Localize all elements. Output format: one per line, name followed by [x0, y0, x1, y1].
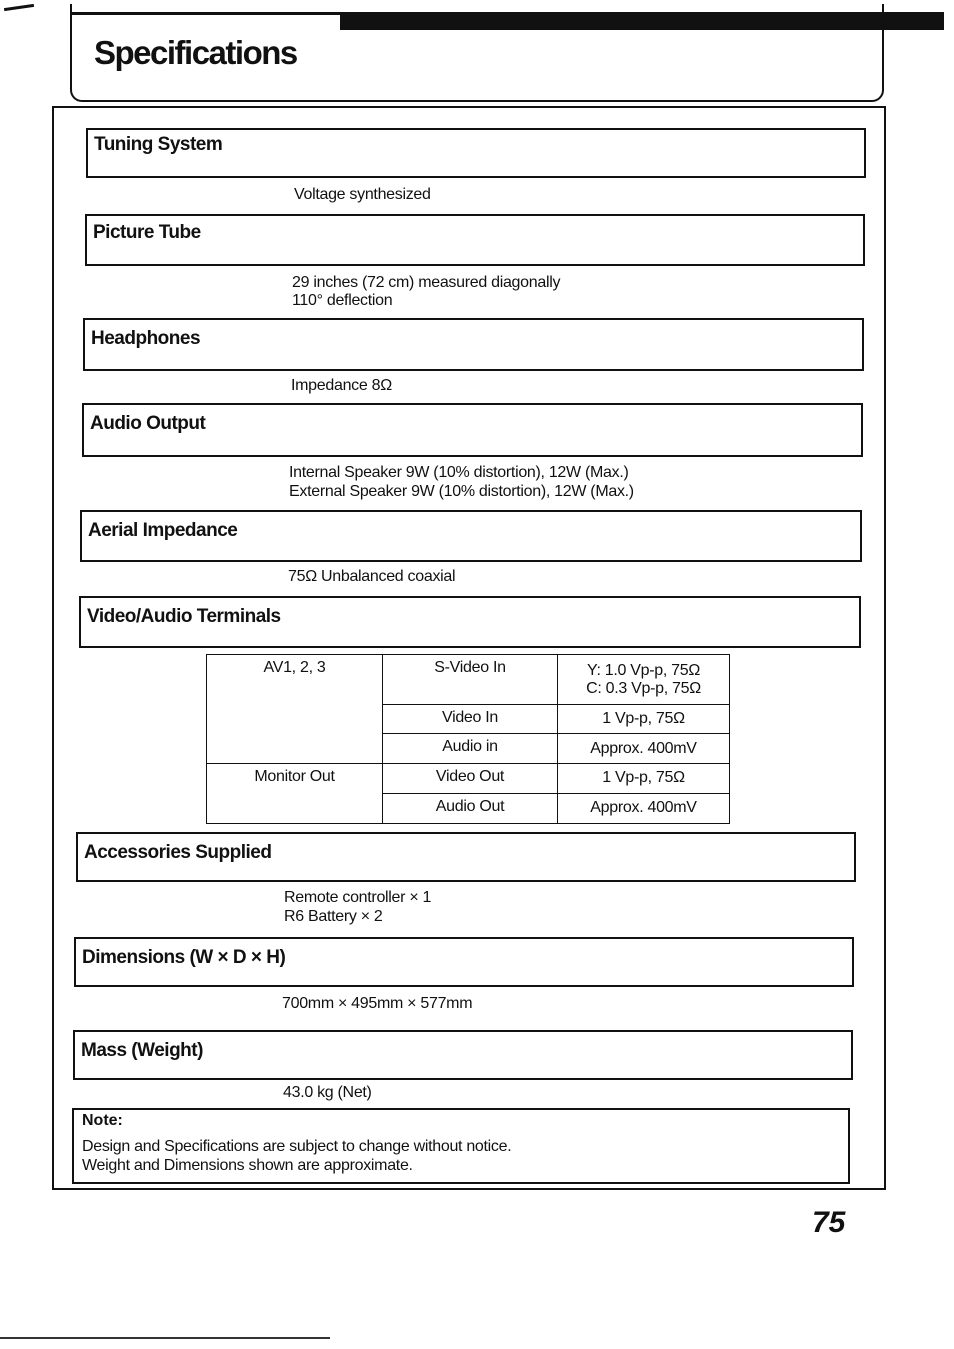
- terminal-group-av: AV1, 2, 3: [207, 655, 383, 764]
- signal-cell: Audio Out: [383, 793, 558, 823]
- accessory-remote: Remote controller × 1: [284, 889, 432, 906]
- note-line: Weight and Dimensions shown are approximate.: [82, 1157, 413, 1174]
- spec-cell: Approx. 400mV: [558, 734, 730, 763]
- page-title: Specifications: [94, 34, 297, 71]
- note-box: [72, 1108, 850, 1184]
- picture-tube-size: 29 inches (72 cm) measured diagonally: [292, 274, 561, 291]
- signal-cell: Video In: [383, 705, 558, 734]
- section-dimensions: [74, 937, 854, 987]
- spec-line: Y: 1.0 Vp-p, 75Ω: [586, 661, 700, 679]
- accessory-battery: R6 Battery × 2: [284, 908, 383, 925]
- main-frame: [52, 106, 886, 1190]
- terminals-table: [206, 654, 730, 824]
- section-label: Picture Tube: [93, 222, 201, 243]
- section-label: Headphones: [91, 328, 201, 349]
- section-label: Accessories Supplied: [84, 842, 272, 863]
- terminal-group-monitor: Monitor Out: [207, 763, 383, 823]
- dimensions-value: 700mm × 495mm × 577mm: [282, 995, 473, 1012]
- signal-cell: Video Out: [383, 763, 558, 793]
- spec-cell: 1 Vp-p, 75Ω: [558, 763, 730, 793]
- section-aerial-impedance: [80, 510, 862, 562]
- mass-value: 43.0 kg (Net): [283, 1084, 372, 1101]
- signal-cell: Audio in: [383, 734, 558, 763]
- corner-mark: [4, 4, 34, 11]
- section-label: Mass (Weight): [81, 1040, 203, 1061]
- audio-output-external: External Speaker 9W (10% distortion), 12W (Max.): [289, 483, 634, 500]
- bottom-rule: [0, 1337, 330, 1339]
- section-tuning: [86, 128, 866, 178]
- note-title: Note:: [82, 1112, 123, 1129]
- section-headphones: [83, 318, 864, 371]
- spec-cell: 1 Vp-p, 75Ω: [558, 705, 730, 734]
- picture-tube-deflection: 110° deflection: [292, 292, 393, 309]
- aerial-value: 75Ω Unbalanced coaxial: [288, 568, 456, 585]
- tuning-value: Voltage synthesized: [294, 186, 431, 203]
- section-terminals: [79, 596, 861, 648]
- spec-line: C: 0.3 Vp-p, 75Ω: [586, 679, 701, 697]
- spec-cell: Approx. 400mV: [558, 793, 730, 823]
- section-mass: [73, 1030, 853, 1080]
- table-row: [207, 763, 730, 793]
- table-row: [207, 655, 730, 705]
- signal-cell: S-Video In: [383, 655, 558, 705]
- note-line: Design and Specifications are subject to change without notice.: [82, 1138, 512, 1155]
- section-label: Aerial Impedance: [88, 520, 238, 541]
- section-label: Tuning System: [94, 134, 223, 155]
- section-label: Dimensions (W × D × H): [82, 947, 286, 968]
- section-accessories: [76, 832, 856, 882]
- section-label: Video/Audio Terminals: [87, 606, 281, 627]
- page-number: 75: [812, 1206, 846, 1239]
- section-picture-tube: [85, 214, 865, 266]
- spec-cell: [558, 655, 730, 705]
- audio-output-internal: Internal Speaker 9W (10% distortion), 12W (Max.): [289, 464, 629, 481]
- section-label: Audio Output: [90, 413, 206, 434]
- headphones-value: Impedance 8Ω: [291, 377, 392, 394]
- section-audio-output: [82, 403, 863, 457]
